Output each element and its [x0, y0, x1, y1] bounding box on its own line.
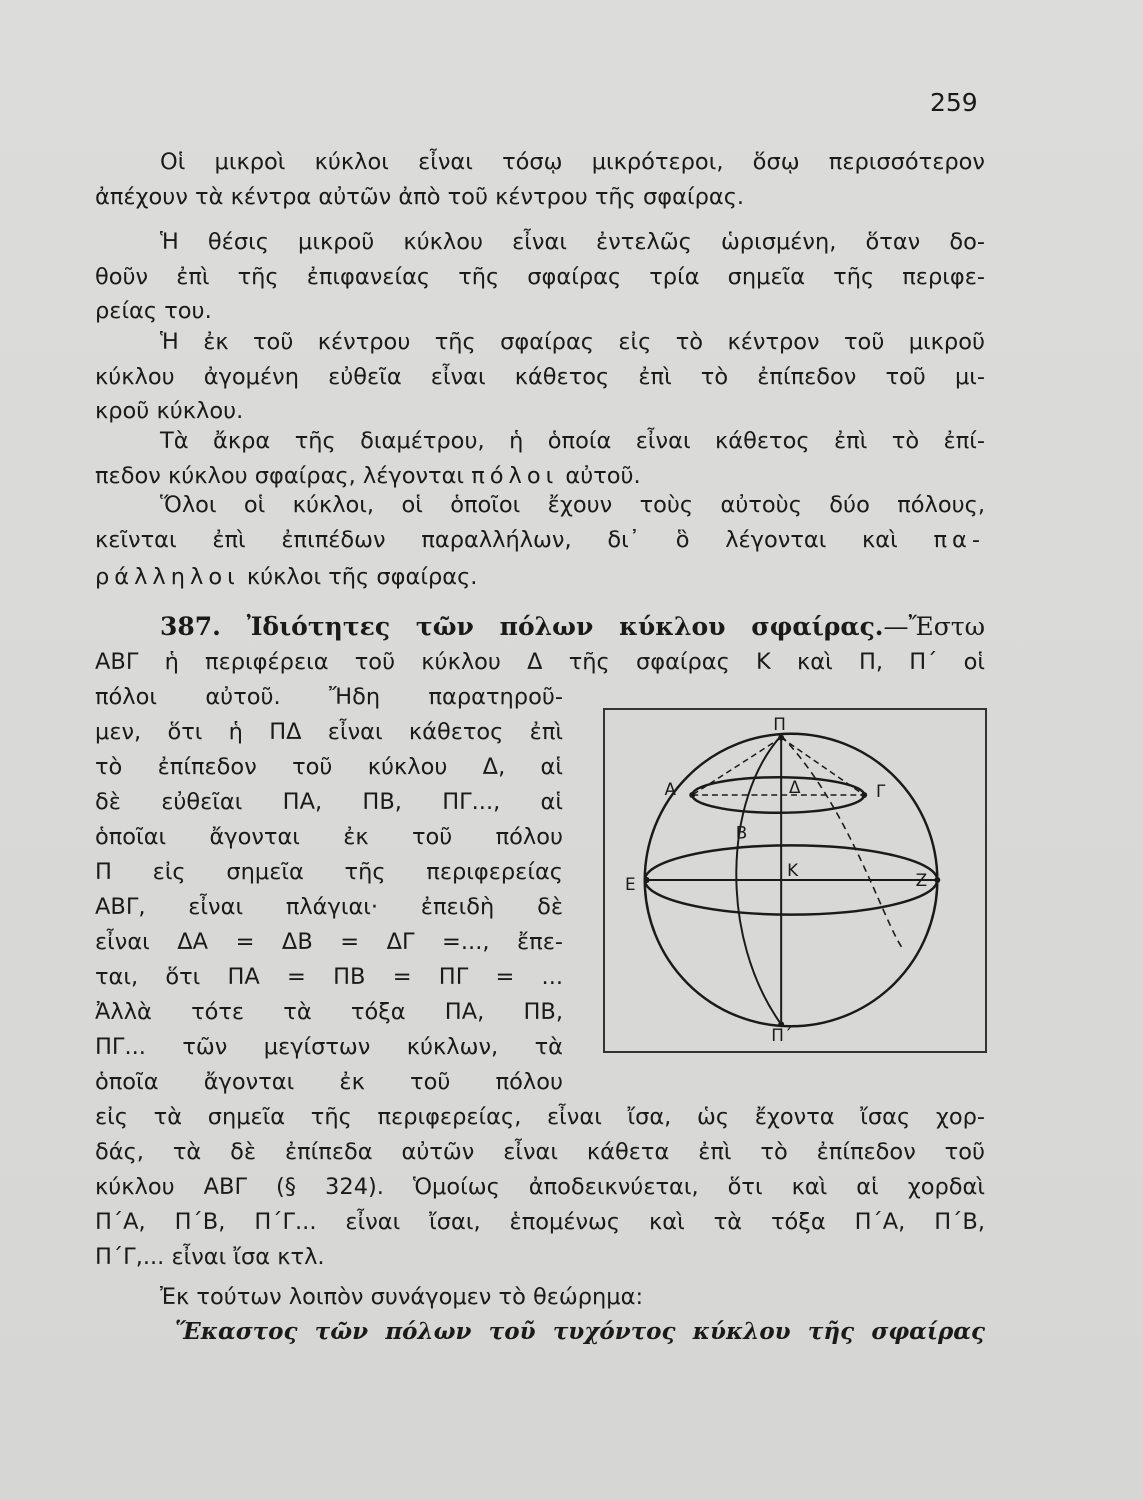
text-line — [95, 750, 563, 784]
label-b: Β — [735, 822, 748, 843]
label-d: Δ — [789, 777, 801, 798]
text-line — [95, 260, 985, 294]
text-line — [95, 995, 563, 1029]
text-line — [95, 785, 563, 819]
line-text: κύκλου ΑΒΓ (§ 324). Ὁμοίως ἀποδεικνύεται, ὅτι καὶ αἱ χορδαὶ — [95, 1174, 985, 1200]
spaced-term: πα- — [933, 527, 986, 553]
point-a — [689, 792, 695, 798]
text-line — [95, 180, 985, 214]
line-text-after: αὐτοῦ. — [558, 463, 641, 489]
text-line — [160, 325, 985, 359]
line-text: Οἱ μικροὶ κύκλοι εἶναι τόσῳ μικρότεροι, ὅσῳ περισσότερον — [160, 149, 985, 175]
text-line — [95, 680, 563, 714]
line-text: Π΄Γ,... εἶναι ἴσα κτλ. — [95, 1244, 325, 1270]
text-line — [95, 1205, 985, 1239]
text-line — [160, 1280, 985, 1314]
label-p: Π — [773, 713, 786, 734]
text-line — [160, 145, 985, 179]
line-text: μεν, ὅτι ἡ ΠΔ εἶναι κάθετος ἐπὶ — [95, 719, 563, 745]
text-line — [95, 1135, 985, 1169]
line-text: ἀπέχουν τὰ κέντρα αὐτῶν ἀπὸ τοῦ κέντρου τῆς σφαίρας. — [95, 184, 745, 210]
line-text: ΑΒΓ, εἶναι πλάγιαι· ἐπειδὴ δὲ — [95, 894, 563, 920]
chord-pa — [692, 738, 781, 795]
text-line — [95, 925, 563, 959]
line-text: ται, ὅτι ΠΑ = ΠΒ = ΠΓ = ... — [95, 964, 563, 990]
line-text: ὁποῖα ἄγονται ἐκ τοῦ πόλου — [95, 1069, 563, 1095]
text-line — [95, 523, 985, 557]
line-text: Ἐκ τούτων λοιπὸν συνάγομεν τὸ θεώρημα: — [160, 1284, 644, 1310]
text-line — [95, 890, 563, 924]
text-line — [95, 1065, 563, 1099]
text-line — [95, 560, 985, 594]
point-e — [644, 877, 650, 883]
line-text-after: κύκλοι τῆς σφαίρας. — [239, 564, 478, 590]
label-e: Ε — [624, 873, 636, 894]
text-line — [95, 960, 563, 994]
spaced-term: ράλληλοι — [95, 564, 240, 590]
text-line — [95, 394, 985, 428]
page-number: 259 — [930, 88, 978, 117]
line-text: εἶναι ΔΑ = ΔΒ = ΔΓ =..., ἔπε- — [95, 929, 563, 955]
label-z: Ζ — [915, 869, 928, 890]
text-line — [95, 1100, 985, 1134]
text-line — [95, 715, 563, 749]
text-line — [95, 294, 985, 328]
text-line — [160, 424, 985, 458]
text-line — [95, 855, 563, 889]
point-z — [934, 877, 940, 883]
line-text: Ἕκαστος τῶν πόλων τοῦ τυχόντος κύκλου τῆς σφαίρας — [175, 1318, 985, 1345]
line-text: δὲ εὐθεῖαι ΠΑ, ΠΒ, ΠΓ..., αἱ — [95, 789, 563, 815]
line-text: τὸ ἐπίπεδον τοῦ κύκλου Δ, αἱ — [95, 754, 563, 780]
line-text: δάς, τὰ δὲ ἐπίπεδα αὐτῶν εἶναι κάθετα ἐπὶ τὸ ἐπίπεδον τοῦ — [95, 1139, 985, 1165]
line-text: Ὅλοι οἱ κύκλοι, οἱ ὁποῖοι ἔχουν τοὺς αὐτοὺς δύο πόλους, — [160, 492, 985, 518]
point-g — [861, 792, 867, 798]
line-text: —Ἔστω — [883, 612, 985, 641]
line-text: Π εἰς σημεῖα τῆς περιφερείας — [95, 859, 563, 885]
text-line — [160, 488, 985, 522]
text-line — [95, 820, 563, 854]
line-text: ΑΒΓ ἡ περιφέρεια τοῦ κύκλου Δ τῆς σφαίρας Κ καὶ Π, Π΄ οἱ — [95, 649, 985, 675]
line-text: Ἀλλὰ τότε τὰ τόξα ΠΑ, ΠΒ, — [95, 999, 563, 1025]
line-text: κροῦ κύκλου. — [95, 398, 244, 424]
line-text: πεδον κύκλου σφαίρας, λέγονται — [95, 463, 465, 489]
section-heading: 387. Ἰδιότητες τῶν πόλων κύκλου σφαίρας. — [160, 612, 884, 641]
line-text: εἰς τὰ σημεῖα τῆς περιφερείας, εἶναι ἴσα, ὡς ἔχοντα ἴσας χορ- — [95, 1104, 985, 1130]
line-text: Π΄Α, Π΄Β, Π΄Γ... εἶναι ἴσαι, ἑπομένως καὶ τὰ τόξα Π΄Α, Π΄Β, — [95, 1209, 985, 1235]
line-text: ρείας του. — [95, 298, 212, 324]
sphere-figure — [603, 708, 987, 1053]
spaced-term: πόλοι — [471, 463, 559, 489]
text-line — [95, 360, 985, 394]
text-line — [95, 1030, 563, 1064]
text-line — [95, 1170, 985, 1204]
point-p — [778, 735, 784, 741]
line-text: Τὰ ἄκρα τῆς διαμέτρου, ἡ ὁποία εἶναι κάθετος ἐπὶ τὸ ἐπί- — [160, 428, 985, 454]
line-text: Ἡ ἐκ τοῦ κέντρου τῆς σφαίρας εἰς τὸ κέντρον τοῦ μικροῦ — [160, 329, 985, 355]
label-a: Α — [664, 779, 677, 800]
line-text: κεῖνται ἐπὶ ἐπιπέδων παραλλήλων, δι᾿ ὃ λέγονται καὶ — [95, 527, 898, 553]
label-p-prime: Π΄ — [771, 1025, 793, 1046]
line-text: θοῦν ἐπὶ τῆς ἐπιφανείας τῆς σφαίρας τρία σημεῖα τῆς περιφε- — [95, 264, 985, 290]
label-k: Κ — [787, 860, 799, 881]
text-line — [160, 225, 985, 259]
line-text: Ἡ θέσις μικροῦ κύκλου εἶναι ἐντελῶς ὡρισμένη, ὅταν δο- — [160, 229, 985, 255]
text-line — [95, 645, 985, 679]
sphere-diagram — [605, 710, 985, 1051]
label-g: Γ — [876, 780, 886, 801]
line-text: ΠΓ... τῶν μεγίστων κύκλων, τὰ — [95, 1034, 563, 1060]
line-text: ὁποῖαι ἄγονται ἐκ τοῦ πόλου — [95, 824, 563, 850]
small-circle — [692, 777, 864, 813]
text-line — [175, 1315, 985, 1349]
text-line — [95, 1240, 985, 1274]
line-text: πόλοι αὐτοῦ. Ἤδη παρατηροῦ- — [95, 684, 563, 710]
text-line — [160, 610, 985, 644]
line-text: κύκλου ἀγομένη εὐθεῖα εἶναι κάθετος ἐπὶ τὸ ἐπίπεδον τοῦ μι- — [95, 364, 985, 390]
